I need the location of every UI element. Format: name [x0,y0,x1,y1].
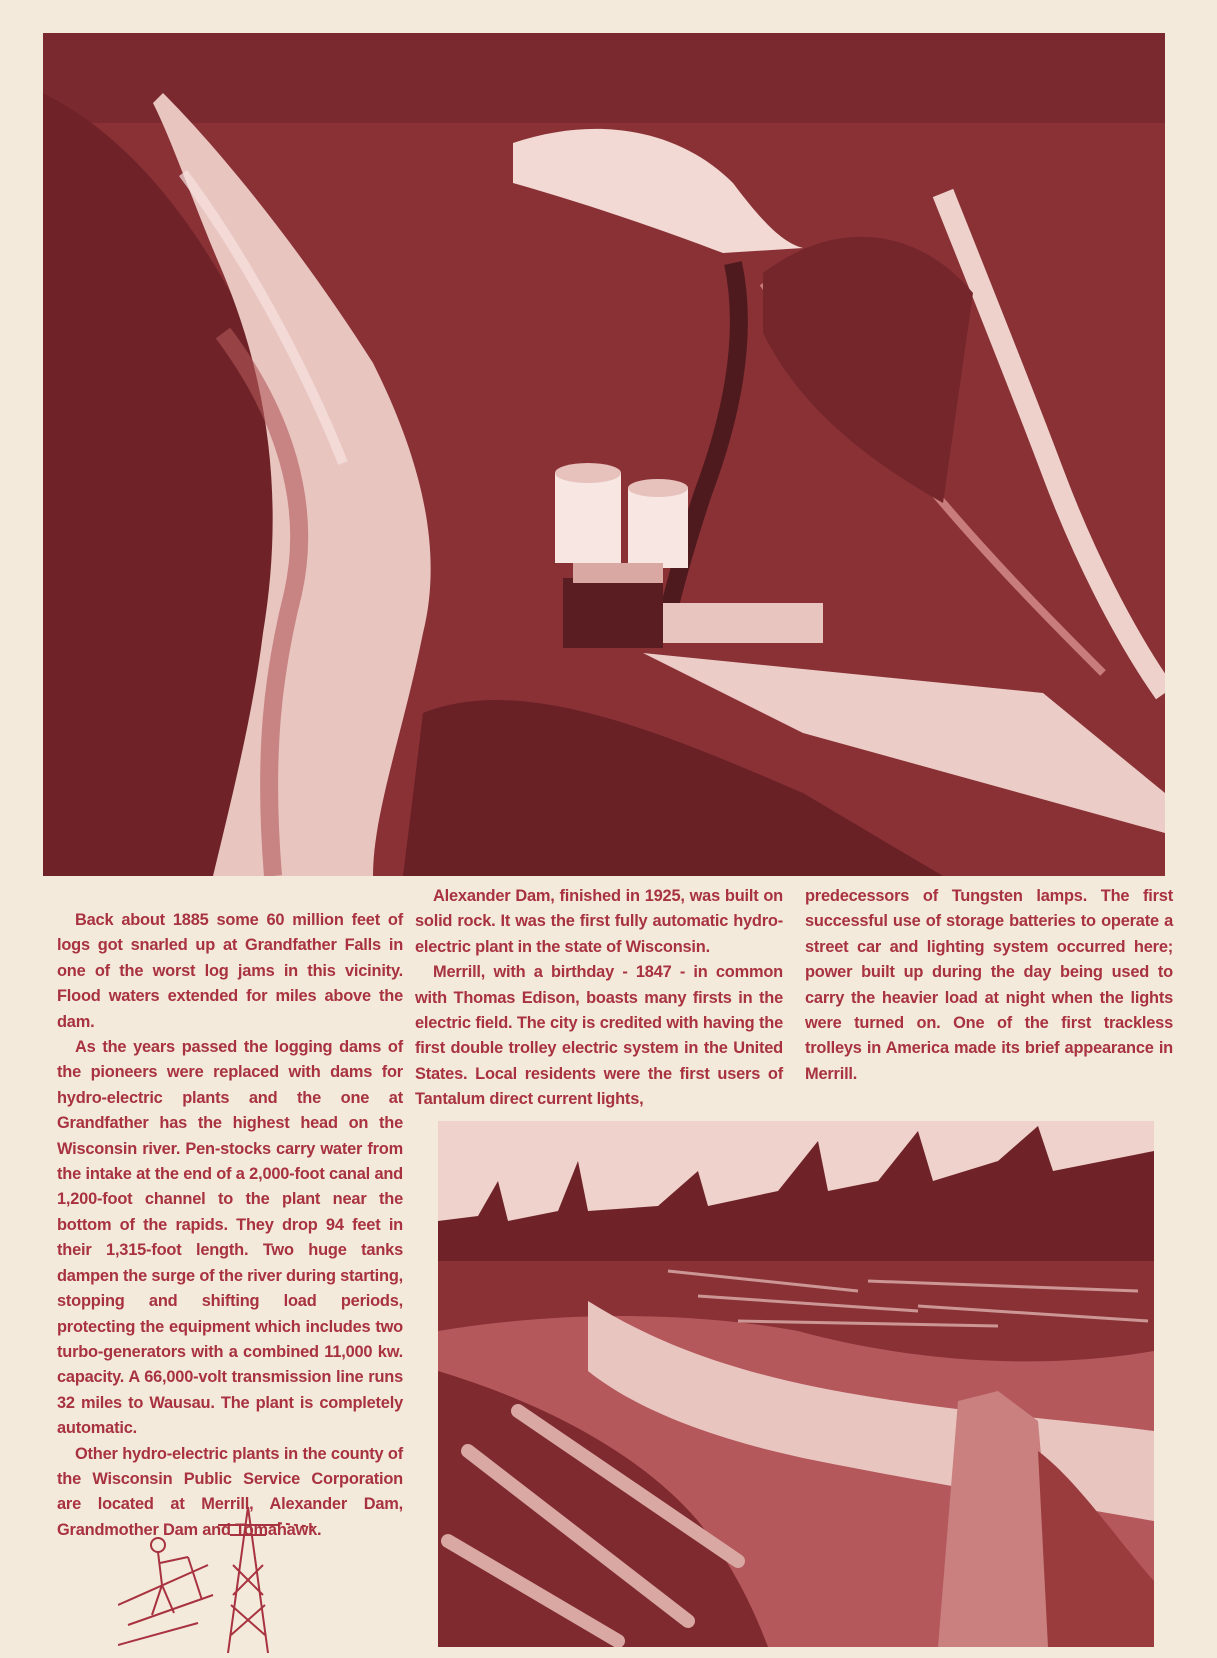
aerial-hydro-plant-photo [43,33,1165,876]
paragraph: Other hydro-electric plants in the county of the Wisconsin Public Service Corporation are located at Merrill, Alexander Dam, Grandmother Dam and Tomahawk. [57,1444,403,1539]
paragraph: As the years passed the logging dams of the pioneers were replaced with dams for hydro-electric plants and the one at Grandfather has the highest head on the Wisconsin river. Pen-stocks carry water from the intake at the end of a 2,000-foot canal and 1,200-foot channel to the plant near the bottom of the rapids. They drop 94 feet in their 1,315-foot length. Two huge tanks dampen the surge of the river during starting, stopping and shifting load periods, protecting the equipment which includes two turbo-generators with a combined 11,000 kw. capacity. A 66,000-volt transmission line runs 32 miles to Wausau. The plant is completely automatic. [57,1038,403,1438]
paragraph: predecessors of Tungsten lamps. The first successful use of storage batteries to operate a street car and lighting system occurred here; power built up during the day being used to carry the heavier load at night when the lights were turned on. One of the first trackless trolleys in America made its brief appearance in Merrill. [805,887,1173,1083]
paragraph: Back about 1885 some 60 million feet of logs got snarled up at Grandfather Falls in one of the worst log jams in this vicinity. Flood waters extended for miles above the dam. [57,911,403,1031]
paragraph: Alexander Dam, finished in 1925, was built on solid rock. It was the first fully automatic hydro-electric plant in the state of Wisconsin. [415,887,783,956]
log-jam-photo [438,1121,1154,1647]
article-column-3 [805,884,1173,1087]
paragraph: Merrill, with a birthday - 1847 - in common with Thomas Edison, boasts many firsts in the electric field. The city is credited with having the first double trolley electric system in the United States. Local residents were the first users of Tantalum direct current lights, [415,963,783,1109]
article-column-2 [415,884,783,1113]
lumberjack-and-power-tower-sketch [118,1505,318,1653]
article-column-1 [57,908,403,1543]
